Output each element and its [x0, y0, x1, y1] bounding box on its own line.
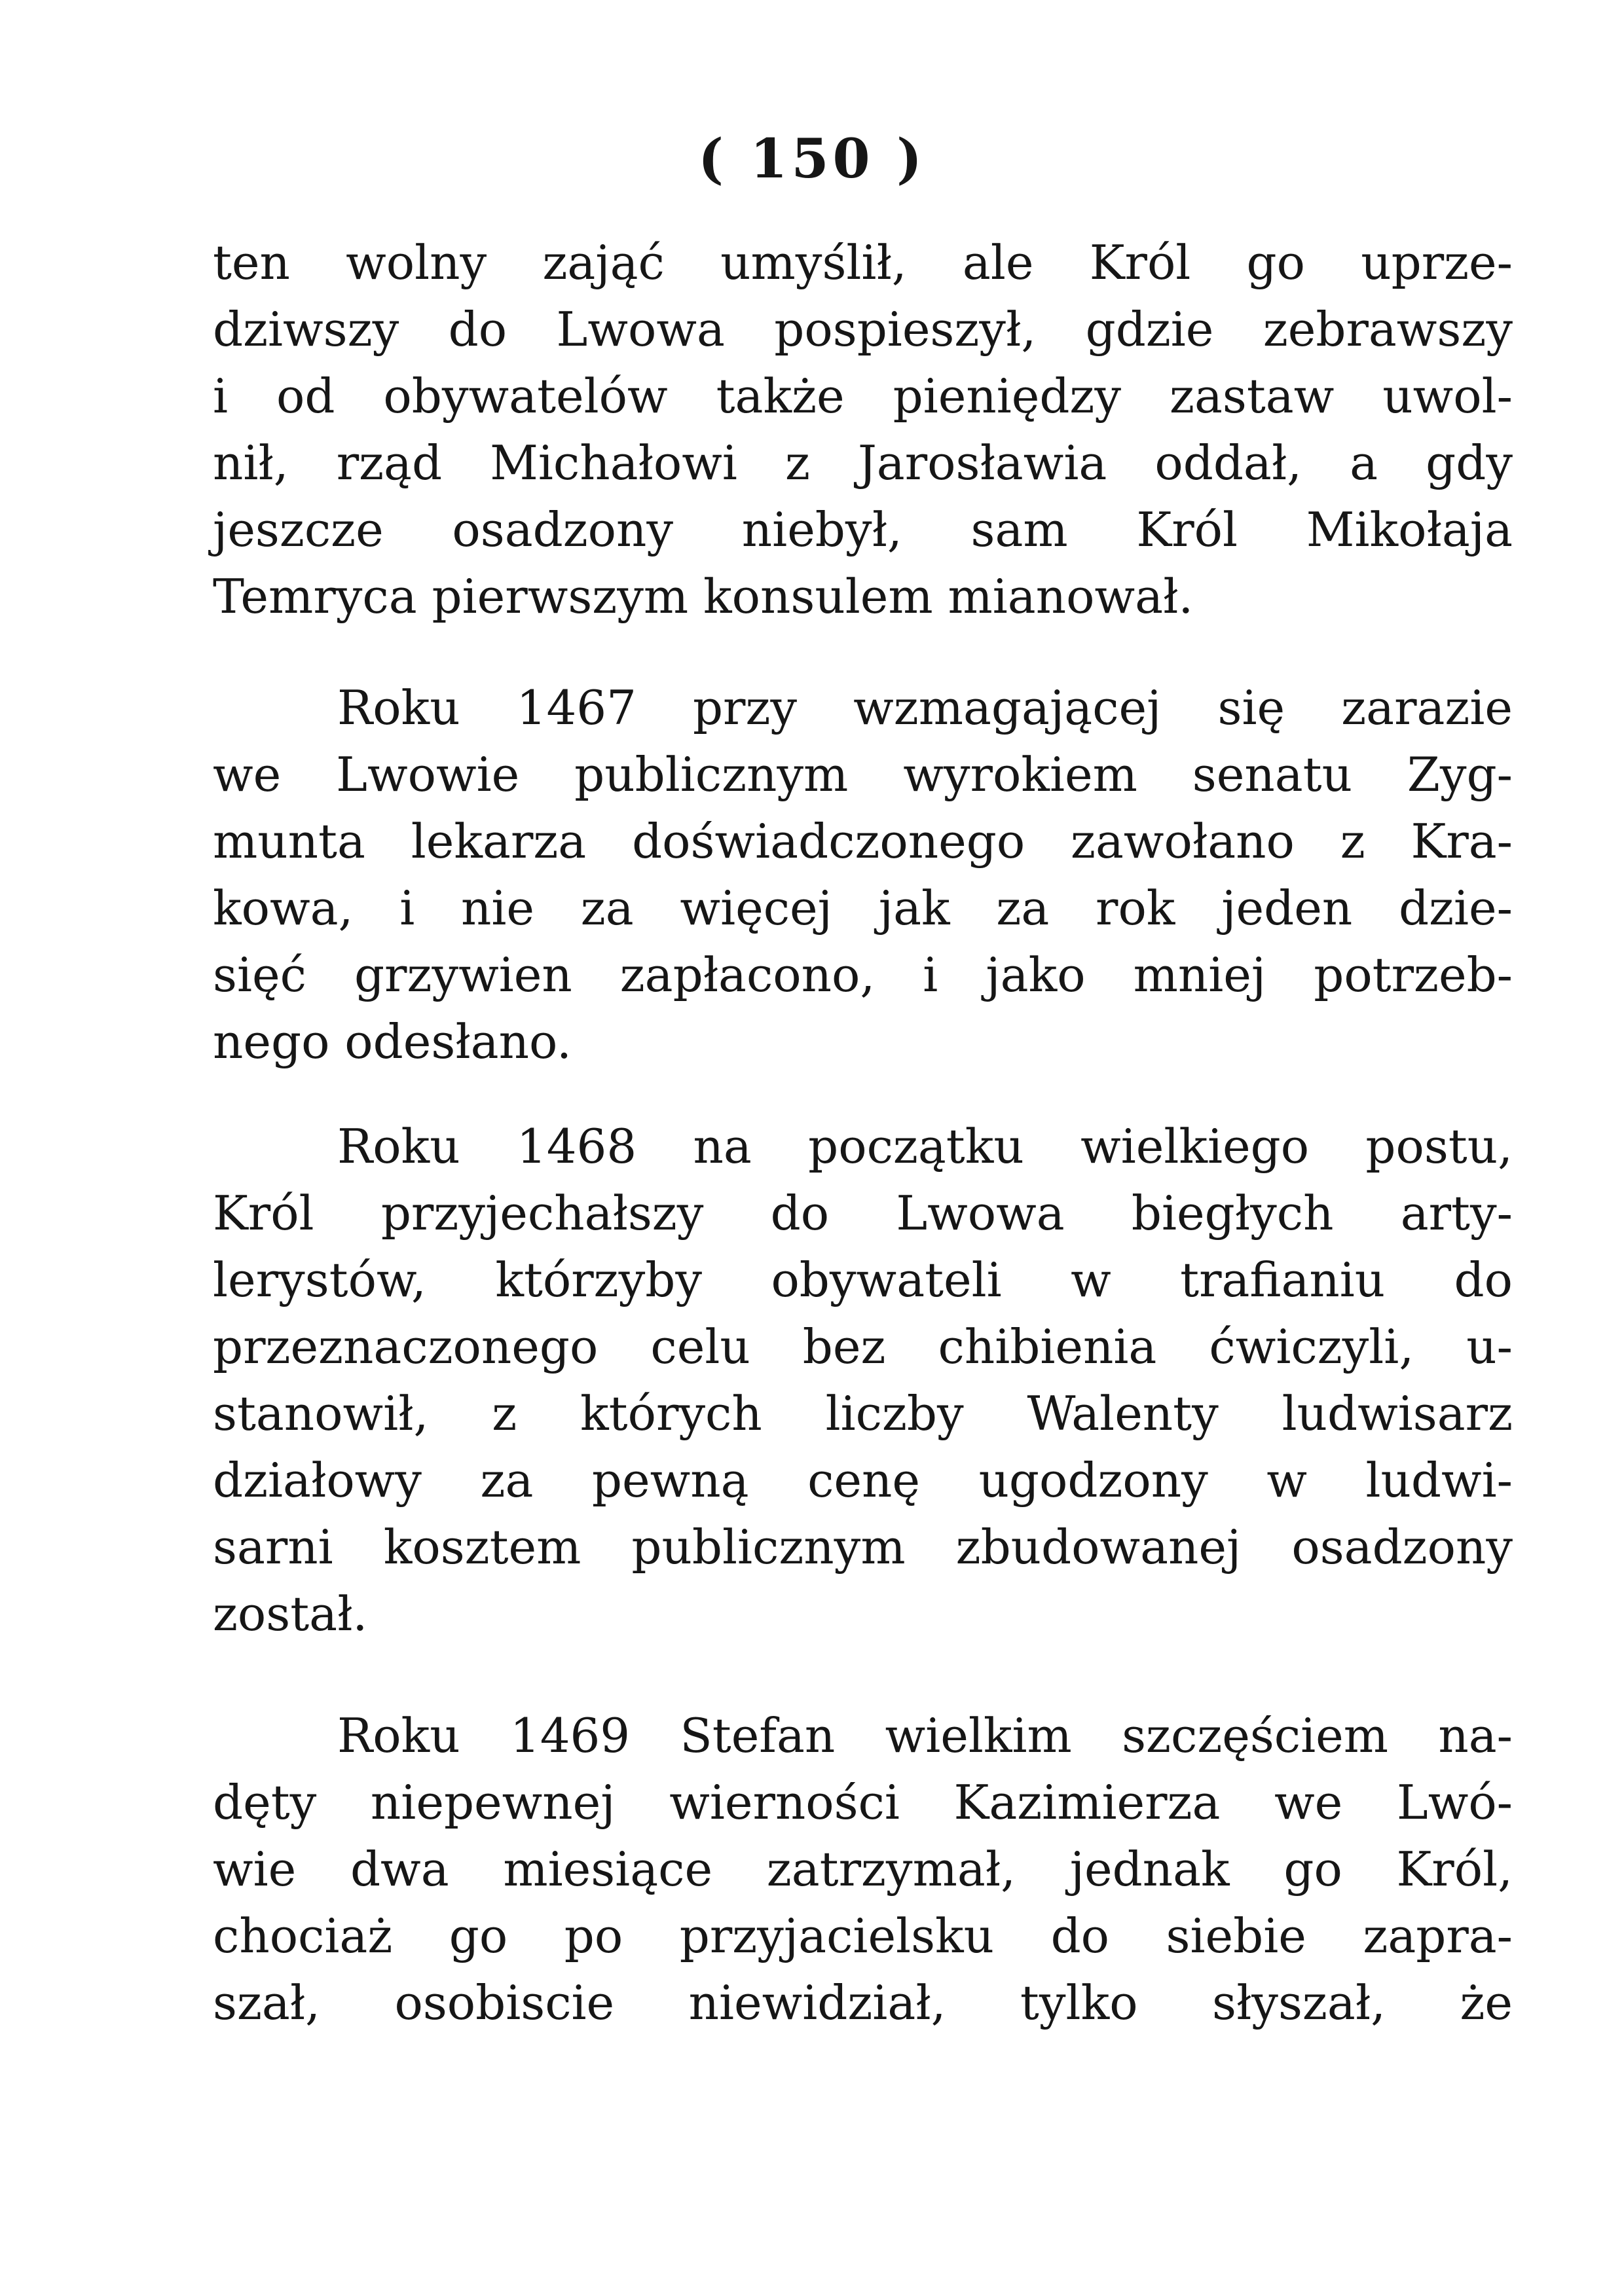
text-line: Temryca pierwszym konsulem mianował.	[213, 569, 1194, 624]
page-number: ( 150 )	[698, 128, 926, 191]
paragraph-2	[213, 674, 1513, 1075]
text-line: kowa, i nie za więcej jak za rok jeden dzie-	[213, 881, 1513, 936]
text-line: Król przyjechałszy do Lwowa biegłych arty-	[213, 1186, 1513, 1241]
text-line: został.	[213, 1586, 368, 1641]
text-line: munta lekarza doświadczonego zawołano z Kra-	[213, 814, 1513, 869]
text-line: Roku 1468 na początku wielkiego postu,	[337, 1119, 1513, 1174]
text-line: lerystów, którzyby obywateli w trafianiu do	[213, 1252, 1513, 1307]
text-line: sięć grzywien zapłacono, i jako mniej potrzeb-	[213, 947, 1513, 1002]
text-line: nił, rząd Michałowi z Jarosławia oddał, a gdy	[213, 435, 1513, 490]
text-line: chociaż go po przyjacielsku do siebie zapra-	[213, 1908, 1513, 1963]
text-line: wie dwa miesiące zatrzymał, jednak go Król,	[213, 1842, 1513, 1897]
text-line: stanowił, z których liczby Walenty ludwisarz	[213, 1386, 1513, 1441]
text-line: Roku 1467 przy wzmagającej się zarazie	[337, 680, 1513, 735]
paragraph-3	[213, 1113, 1513, 1647]
text-line: sarni kosztem publicznym zbudowanej osadzony	[213, 1520, 1513, 1575]
text-line: ten wolny zająć umyślił, ale Król go uprze-	[213, 235, 1513, 290]
text-line: dziwszy do Lwowa pospieszył, gdzie zebrawszy	[213, 302, 1513, 357]
paragraph-1	[213, 229, 1513, 630]
text-line: nego odesłano.	[213, 1014, 572, 1069]
text-line: przeznaczonego celu bez chibienia ćwiczyli, u-	[213, 1319, 1513, 1374]
paragraph-4	[213, 1702, 1513, 2036]
text-line: i od obywatelów także pieniędzy zastaw uwol-	[213, 369, 1513, 424]
text-line: jeszcze osadzony niebył, sam Król Mikołaja	[213, 502, 1513, 557]
text-line: szał, osobiscie niewidział, tylko słyszał, że	[213, 1975, 1513, 2030]
text-line: Roku 1469 Stefan wielkim szczęściem na-	[337, 1708, 1513, 1763]
text-line: dęty niepewnej wierności Kazimierza we Lwó-	[213, 1775, 1513, 1830]
text-line: działowy za pewną cenę ugodzony w ludwi-	[213, 1453, 1513, 1508]
text-line: we Lwowie publicznym wyrokiem senatu Zyg-	[213, 747, 1513, 802]
